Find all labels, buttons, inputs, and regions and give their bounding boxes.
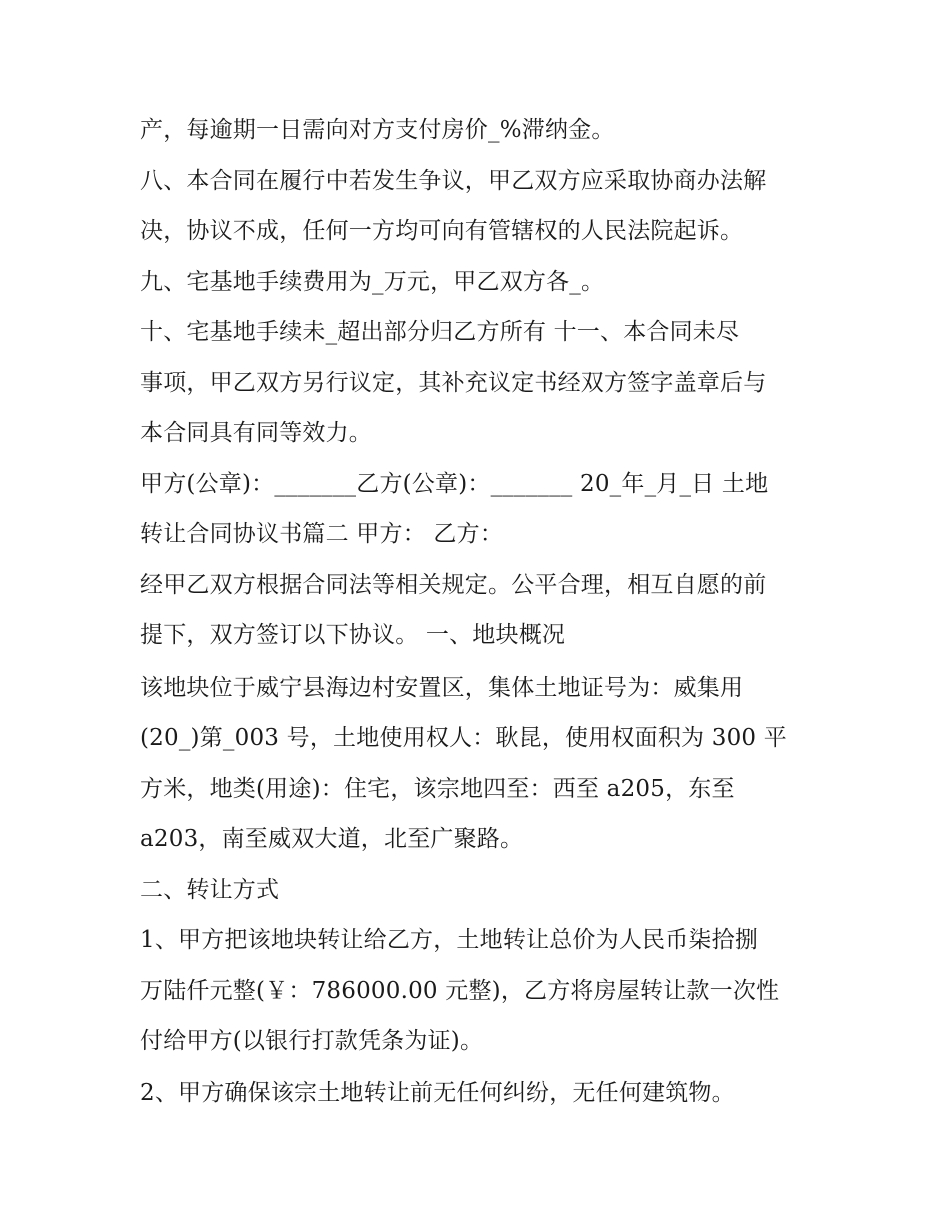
- text-line: 决，协议不成，任何一方均可向有管辖权的人民法院起诉。: [140, 218, 744, 244]
- text-line: 付给甲方(以银行打款凭条为证)。: [140, 1028, 484, 1054]
- text-line: 事项，甲乙双方另行议定，其补充议定书经双方签字盖章后与: [140, 370, 767, 396]
- text-line: 本合同具有同等效力。: [140, 420, 372, 446]
- text-line: a203，南至威双大道，北至广聚路。: [140, 826, 524, 852]
- text-line: 提下，双方签订以下协议。 一、地块概况: [140, 622, 566, 648]
- text-line: 转让合同协议书篇二 甲方： 乙方：: [140, 521, 504, 547]
- text-line: 九、宅基地手续费用为_万元，甲乙双方各_。: [140, 269, 605, 295]
- text-line: 经甲乙双方根据合同法等相关规定。公平合理，相互自愿的前: [140, 572, 767, 598]
- text-line: 1、甲方把该地块转让给乙方，土地转让总价为人民币柒拾捌: [140, 927, 759, 953]
- text-line: 产，每逾期一日需向对方支付房价_%滞纳金。: [140, 117, 615, 143]
- text-line: (20_)第_003 号，土地使用权人：耿昆，使用权面积为 300 平: [140, 725, 787, 751]
- text-line: 甲方(公章)：_______乙方(公章)：_______ 20_年_月_日 土地: [140, 471, 769, 497]
- text-line: 2、甲方确保该宗土地转让前无任何纠纷，无任何建筑物。: [140, 1080, 735, 1106]
- text-line: 八、本合同在履行中若发生争议，甲乙双方应采取协商办法解: [140, 168, 767, 194]
- text-line: 二、转让方式: [140, 877, 280, 903]
- text-line: 万陆仟元整(￥：786000.00 元整)，乙方将房屋转让款一次性: [140, 978, 780, 1004]
- text-line: 该地块位于威宁县海边村安置区，集体土地证号为：威集用: [140, 675, 744, 701]
- text-line: 方米，地类(用途)：住宅，该宗地四至：西至 a205，东至: [140, 776, 735, 802]
- text-line: 十、宅基地手续未_超出部分归乙方所有 十一、本合同未尽: [140, 319, 740, 345]
